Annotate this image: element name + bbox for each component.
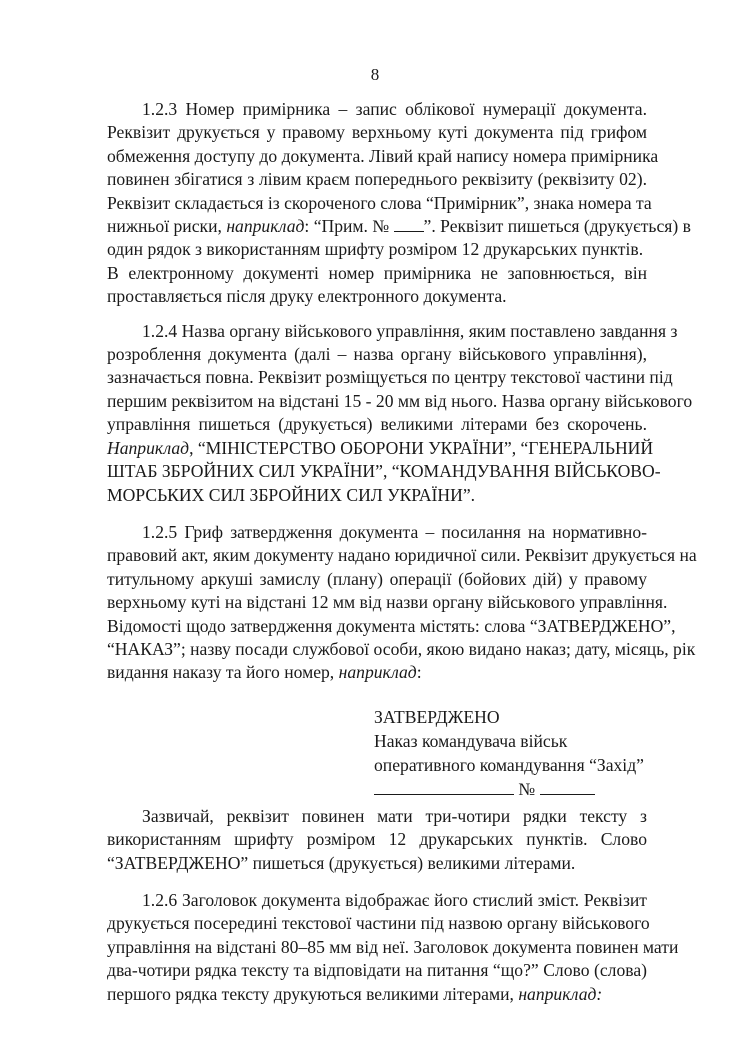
- text-line: зазначається повна. Реквізит розміщується по центру текстової частини під: [107, 367, 673, 388]
- text-line: верхньому куті на відстані 12 мм від назви органу військового управління.: [107, 592, 668, 613]
- example-word: наприклад: [226, 216, 305, 237]
- paragraph-1-2-4: [107, 320, 693, 507]
- approval-order: Наказ командувача військ: [374, 730, 568, 751]
- text-line: Реквізит складається із скороченого слова “Примірник”, знака номера та: [107, 192, 652, 213]
- text-line: повинен збігатися з лівим краєм попереднього реквізиту (реквізиту 02).: [107, 169, 647, 190]
- text-fragment: , “МІНІСТЕРСТВО ОБОРОНИ УКРАЇНИ”, “ГЕНЕРАЛЬНИЙ: [189, 437, 654, 458]
- approval-command: оперативного командування “Захід”: [374, 754, 644, 775]
- text-line: 1.2.3 Номер примірника – запис облікової нумерації документа.: [142, 99, 647, 119]
- number-sign: №: [518, 778, 536, 799]
- text-fragment: : “Прим. №: [304, 216, 390, 237]
- text-line: першим реквізитом на відстані 15 - 20 мм від нього. Назва органу військового: [107, 390, 693, 411]
- text-line-example: [107, 983, 647, 1006]
- paragraph-1-2-3: [107, 98, 691, 309]
- text-line: 1.2.6 Заголовок документа відображає його стислий зміст. Реквізит: [142, 889, 647, 910]
- text-line-example: [107, 661, 647, 684]
- text-line: обмеження доступу до документа. Лівий край напису номера примірника: [107, 145, 659, 166]
- text-line-example: [107, 215, 691, 238]
- example-word: Наприклад: [107, 437, 190, 458]
- page-number: 8: [370, 65, 380, 84]
- text-line: один рядок з використанням шрифту розміром 12 друкарських пунктів.: [107, 239, 644, 260]
- text-line: 1.2.4 Назва органу військового управління, яким поставлено завдання з: [142, 320, 678, 341]
- approval-title: ЗАТВЕРДЖЕНО: [374, 706, 500, 727]
- text-fragment: ”. Реквізит пишеться (друкується) в: [423, 216, 691, 237]
- blank-underline: [374, 779, 514, 795]
- text-line: “ЗАТВЕРДЖЕНО” пишеться (друкується) великими літерами.: [107, 852, 576, 873]
- page-content: [107, 98, 697, 1006]
- text-line: Реквізит друкується у правому верхньому куті документа під грифом: [107, 122, 647, 143]
- text-line: 1.2.5 Гриф затвердження документа – посилання на нормативно-: [142, 521, 647, 542]
- text-fragment: першого рядка тексту друкуються великими літерами,: [107, 983, 514, 1004]
- paragraph-1-2-5: [107, 521, 697, 685]
- text-line: титульному аркуші замислу (плану) операції (бойових дій) у правому: [107, 568, 647, 589]
- text-fragment: :: [416, 662, 422, 683]
- blank-underline: [394, 216, 424, 232]
- text-line: друкується посередині текстової частини під назвою органу військового: [107, 913, 650, 934]
- text-line: проставляється після друку електронного документа.: [107, 286, 507, 307]
- text-line: В електронному документі номер примірника не заповнюється, він: [107, 262, 647, 283]
- approval-block: [374, 705, 647, 801]
- text-line: два-чотири рядка тексту та відповідати на питання “що?” Слово (слова): [107, 960, 647, 981]
- text-line: МОРСЬКИХ СИЛ ЗБРОЙНИХ СИЛ УКРАЇНИ”.: [107, 484, 476, 505]
- text-line: ШТАБ ЗБРОЙНИХ СИЛ УКРАЇНИ”, “КОМАНДУВАННЯ ВІЙСЬКОВО-: [107, 461, 661, 482]
- text-line: “НАКАЗ”; назву посади службової особи, якою видано наказ; дату, місяць, рік: [107, 638, 696, 659]
- approval-date-number-line: [374, 777, 647, 801]
- text-line-example: [107, 437, 654, 460]
- text-fragment: нижньої риски,: [107, 216, 222, 237]
- blank-underline: [540, 779, 595, 795]
- text-line: управління пишеться (друкується) великими літерами без скорочень.: [107, 414, 647, 435]
- paragraph-usually: [107, 805, 647, 875]
- text-line: Відомості щодо затвердження документа містять: слова “ЗАТВЕРДЖЕНО”,: [107, 615, 676, 636]
- text-line: розроблення документа (далі – назва органу військового управління),: [107, 344, 647, 365]
- text-line: Зазвичай, реквізит повинен мати три-чотири рядки тексту з: [142, 805, 647, 826]
- text-line: використанням шрифту розміром 12 друкарських пунктів. Слово: [107, 829, 647, 850]
- text-line: управління на відстані 80–85 мм від неї. Заголовок документа повинен мати: [107, 936, 679, 957]
- example-word: наприклад:: [518, 983, 603, 1004]
- text-line: правовий акт, яким документу надано юридичної сили. Реквізит друкується на: [107, 545, 697, 566]
- example-word: наприклад: [338, 662, 417, 683]
- text-fragment: видання наказу та його номер,: [107, 662, 335, 683]
- paragraph-1-2-6: [107, 889, 679, 1006]
